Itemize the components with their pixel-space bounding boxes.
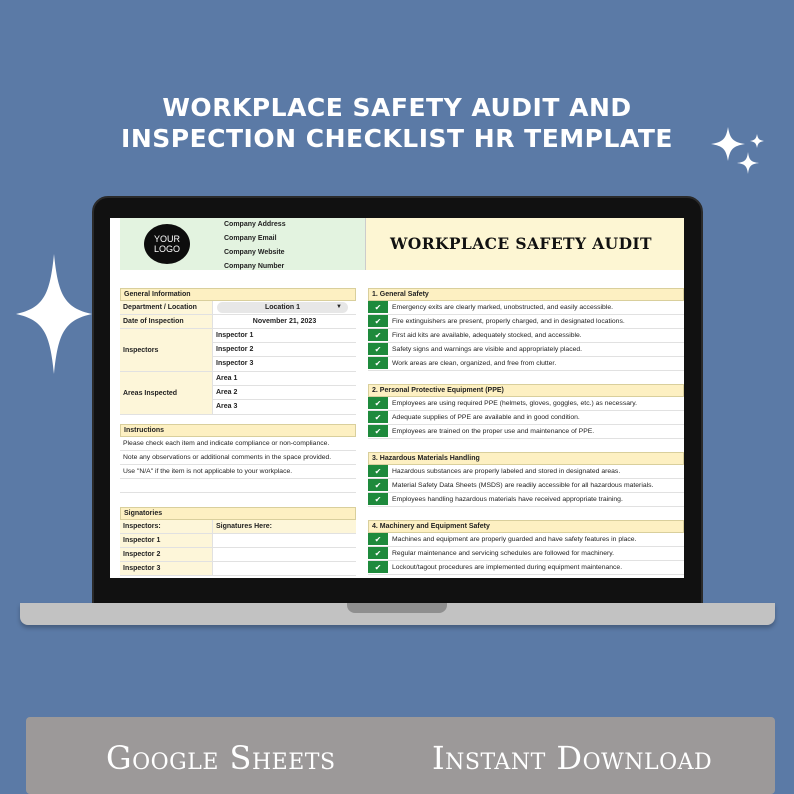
checklist-text: Adequate supplies of PPE are available and in good condition. bbox=[392, 414, 580, 421]
inspectors-block bbox=[120, 329, 356, 372]
area-cell[interactable]: Area 1 bbox=[216, 375, 238, 382]
company-header bbox=[120, 218, 366, 270]
company-number[interactable]: Company Number bbox=[224, 263, 285, 270]
empty-row[interactable] bbox=[120, 479, 356, 493]
checklist-item bbox=[368, 465, 684, 479]
area-cell[interactable]: Area 3 bbox=[216, 403, 238, 410]
check-icon[interactable]: ✔ bbox=[368, 329, 388, 342]
table-row bbox=[120, 301, 356, 315]
section-heading: 1. General Safety bbox=[368, 288, 684, 301]
checklist-text: Safety signs and warnings are visible and appropriately placed. bbox=[392, 346, 583, 353]
checklist-text: Fire extinguishers are present, properly charged, and in designated locations. bbox=[392, 318, 625, 325]
checklist-item bbox=[368, 493, 684, 507]
area-cell[interactable]: Area 2 bbox=[216, 389, 238, 396]
headline-line-2: INSPECTION CHECKLIST HR TEMPLATE bbox=[121, 124, 673, 153]
check-icon[interactable]: ✔ bbox=[368, 397, 388, 410]
spreadsheet-screen bbox=[110, 218, 684, 578]
sparkle-small-icon bbox=[750, 134, 764, 148]
inspector-cell[interactable]: Inspector 2 bbox=[216, 346, 254, 353]
areas-label: Areas Inspected bbox=[120, 372, 213, 414]
signatories-table bbox=[120, 507, 356, 576]
checklist-item bbox=[368, 397, 684, 411]
check-icon[interactable]: ✔ bbox=[368, 465, 388, 478]
checklist-item bbox=[368, 479, 684, 493]
title-header bbox=[366, 218, 684, 270]
checklist-item bbox=[368, 411, 684, 425]
section-hazardous bbox=[368, 452, 684, 507]
date-label: Date of Inspection bbox=[120, 315, 213, 328]
general-info-table bbox=[120, 288, 356, 415]
location-dropdown[interactable] bbox=[217, 302, 348, 313]
checklist-item bbox=[368, 547, 684, 561]
date-value[interactable]: November 21, 2023 bbox=[252, 318, 317, 325]
signature-cell[interactable] bbox=[213, 534, 356, 547]
signatories-heading: Signatories bbox=[120, 507, 356, 520]
checklist-text: Employees handling hazardous materials have received appropriate training. bbox=[392, 496, 623, 503]
dropdown-caret-icon: ▼ bbox=[336, 304, 342, 310]
checklist-item bbox=[368, 301, 684, 315]
company-address[interactable]: Company Address bbox=[224, 221, 286, 228]
section-general-safety bbox=[368, 288, 684, 371]
section-ppe bbox=[368, 384, 684, 439]
signature-cell[interactable] bbox=[213, 548, 356, 561]
sheet-title: WORKPLACE SAFETY AUDIT bbox=[390, 234, 652, 253]
areas-block bbox=[120, 372, 356, 415]
table-row bbox=[120, 548, 356, 562]
section-heading: 4. Machinery and Equipment Safety bbox=[368, 520, 684, 533]
checklist-text: Hazardous substances are properly labeled and stored in designated areas. bbox=[392, 468, 621, 475]
signatory-name: Inspector 3 bbox=[120, 562, 213, 575]
check-icon[interactable]: ✔ bbox=[368, 479, 388, 492]
check-icon[interactable]: ✔ bbox=[368, 301, 388, 314]
checklist-item bbox=[368, 315, 684, 329]
table-row bbox=[120, 534, 356, 548]
col-signatures: Signatures Here: bbox=[216, 523, 273, 530]
checklist-text: Employees are trained on the proper use and maintenance of PPE. bbox=[392, 428, 595, 435]
table-row bbox=[120, 520, 356, 534]
laptop-notch bbox=[347, 603, 447, 613]
sparkle-icon bbox=[16, 254, 92, 374]
company-email[interactable]: Company Email bbox=[224, 235, 277, 242]
signatory-name: Inspector 2 bbox=[120, 548, 213, 561]
checklist-item bbox=[368, 425, 684, 439]
headline bbox=[0, 92, 794, 154]
check-icon[interactable]: ✔ bbox=[368, 547, 388, 560]
instruction-line: Note any observations or additional comments in the space provided. bbox=[120, 451, 356, 465]
checklist-text: Regular maintenance and servicing schedules are followed for machinery. bbox=[392, 550, 615, 557]
checklist-text: Machines and equipment are properly guarded and have safety features in place. bbox=[392, 536, 637, 543]
google-sheets-label: Google Sheets bbox=[106, 739, 336, 777]
section-machinery bbox=[368, 520, 684, 575]
check-icon[interactable]: ✔ bbox=[368, 561, 388, 574]
signatory-name: Inspector 1 bbox=[120, 534, 213, 547]
check-icon[interactable]: ✔ bbox=[368, 533, 388, 546]
checklist-text: Employees are using required PPE (helmets, gloves, goggles, etc.) as necessary. bbox=[392, 400, 638, 407]
bottom-banner bbox=[26, 717, 775, 794]
signature-cell[interactable] bbox=[213, 562, 356, 575]
sparkle-small-icon bbox=[737, 152, 759, 174]
inspector-cell[interactable]: Inspector 1 bbox=[216, 332, 254, 339]
headline-line-1: WORKPLACE SAFETY AUDIT AND bbox=[162, 93, 632, 122]
checklist-text: First aid kits are available, adequately stocked, and accessible. bbox=[392, 332, 582, 339]
company-website[interactable]: Company Website bbox=[224, 249, 285, 256]
general-info-heading: General Information bbox=[120, 288, 356, 301]
col-inspectors: Inspectors: bbox=[120, 520, 213, 533]
checklist-item bbox=[368, 343, 684, 357]
check-icon[interactable]: ✔ bbox=[368, 357, 388, 370]
checklist-text: Material Safety Data Sheets (MSDS) are readily accessible for all hazardous materials. bbox=[392, 482, 654, 489]
checklist-item bbox=[368, 357, 684, 371]
dept-label: Department / Location bbox=[120, 301, 213, 314]
table-row bbox=[120, 562, 356, 576]
section-heading: 2. Personal Protective Equipment (PPE) bbox=[368, 384, 684, 397]
check-icon[interactable]: ✔ bbox=[368, 425, 388, 438]
checklist-text: Lockout/tagout procedures are implemented during equipment maintenance. bbox=[392, 564, 623, 571]
check-icon[interactable]: ✔ bbox=[368, 343, 388, 356]
logo-text: LOGO bbox=[153, 244, 180, 254]
checklist-item bbox=[368, 329, 684, 343]
section-heading: 3. Hazardous Materials Handling bbox=[368, 452, 684, 465]
instant-download-label: Instant Download bbox=[432, 739, 713, 777]
table-row bbox=[120, 315, 356, 329]
instruction-line: Use "N/A" if the item is not applicable to your workplace. bbox=[120, 465, 356, 479]
logo-text: YOUR bbox=[153, 234, 180, 244]
inspector-cell[interactable]: Inspector 3 bbox=[216, 360, 254, 367]
inspectors-label: Inspectors bbox=[120, 329, 213, 371]
instruction-line: Please check each item and indicate compliance or non-compliance. bbox=[120, 437, 356, 451]
logo-placeholder bbox=[144, 224, 190, 264]
check-icon[interactable]: ✔ bbox=[368, 493, 388, 506]
check-icon[interactable]: ✔ bbox=[368, 315, 388, 328]
checklist-text: Work areas are clean, organized, and free from clutter. bbox=[392, 360, 557, 367]
checklist-item bbox=[368, 533, 684, 547]
instructions-heading: Instructions bbox=[120, 424, 356, 437]
instructions-table bbox=[120, 424, 356, 493]
location-value: Location 1 bbox=[264, 304, 300, 311]
check-icon[interactable]: ✔ bbox=[368, 411, 388, 424]
checklist-text: Emergency exits are clearly marked, unobstructed, and easily accessible. bbox=[392, 304, 614, 311]
checklist-item bbox=[368, 561, 684, 575]
